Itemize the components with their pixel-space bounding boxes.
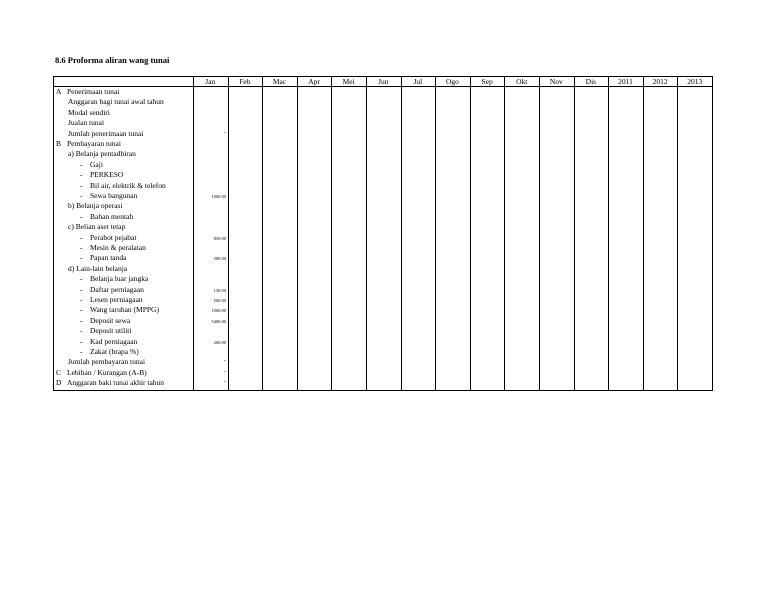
row-label: Mesin & peralatan (90, 243, 146, 252)
section-letter: A (56, 87, 62, 96)
row-label: Deposit utiliti (90, 326, 132, 336)
table-row (54, 357, 194, 367)
column-header: 2011 (618, 77, 633, 86)
table-row (54, 295, 194, 305)
table-row (54, 160, 194, 170)
dash-bullet: - (80, 191, 83, 200)
row-label: Kad perniagaan (90, 336, 138, 346)
table-row (54, 316, 194, 326)
table-row (54, 326, 194, 336)
column-divider (574, 77, 575, 390)
jan-value: 5400.00 (211, 318, 226, 324)
section-letter: B (56, 139, 62, 148)
row-label: Pembayaran tunai (67, 139, 121, 148)
dash-bullet: - (80, 295, 83, 304)
column-divider (504, 77, 505, 390)
table-row (54, 347, 194, 357)
table-row (54, 243, 194, 253)
table-row (54, 264, 194, 274)
cash-flow-table (53, 76, 713, 391)
dash-bullet: - (80, 284, 83, 294)
row-label: Penerimaan tunai (67, 87, 120, 96)
table-row (54, 305, 194, 315)
column-divider (297, 77, 298, 390)
column-header: Apr (308, 77, 320, 86)
table-row (54, 191, 194, 201)
row-label: a) Belanja pentadbiran (68, 149, 136, 159)
table-row (54, 253, 194, 263)
row-label: b) Belanja operasi (68, 201, 123, 211)
jan-value: - (224, 368, 226, 375)
row-label: Gaji (90, 159, 103, 169)
column-header: 2012 (652, 77, 668, 86)
table-row (54, 222, 194, 232)
column-divider (643, 77, 644, 390)
jan-value: - (224, 358, 226, 365)
column-header: Sep (481, 77, 493, 86)
jan-value: 1000.00 (211, 194, 226, 199)
column-header: Jun (378, 77, 389, 86)
table-row (54, 233, 194, 243)
table-row (54, 170, 194, 180)
dash-bullet: - (80, 170, 83, 180)
table-row (54, 139, 194, 149)
column-divider (331, 77, 332, 390)
row-label: Bil air, elektrik & telefon (90, 180, 166, 190)
column-divider (366, 77, 367, 390)
jan-value: 1000.00 (211, 308, 226, 314)
jan-value: - (224, 379, 226, 386)
column-divider (435, 77, 436, 390)
table-row (54, 87, 194, 97)
jan-value: - (224, 129, 226, 136)
column-header: Mei (342, 77, 355, 86)
page-title: 8.6 Proforma aliran wang tunai (55, 55, 170, 65)
column-header: Ogo (446, 77, 459, 86)
dash-bullet: - (80, 326, 83, 336)
column-divider (539, 77, 540, 390)
row-label: Lesen perniagaan (90, 295, 143, 304)
column-divider (677, 77, 678, 390)
row-label: Anggaran baki tunai akhir tahun (67, 378, 165, 388)
table-row (54, 274, 194, 284)
jan-value: 500.00 (213, 256, 226, 262)
column-header: Feb (239, 77, 251, 86)
row-label: Jumlah penerimaan tunai (68, 128, 144, 138)
jan-value: 850.00 (213, 235, 226, 241)
column-header: Dis (585, 77, 597, 86)
column-header: Mac (272, 77, 287, 86)
table-row (54, 97, 194, 107)
dash-bullet: - (80, 274, 83, 284)
row-label: Jumlah pembayaran tunai (68, 357, 146, 367)
section-letter: D (56, 378, 62, 388)
dash-bullet: - (80, 180, 83, 190)
row-label: Zakat (brapa %) (90, 347, 139, 356)
table-row (54, 129, 194, 139)
dash-bullet: - (80, 159, 83, 169)
column-header: 2013 (687, 77, 703, 86)
row-label: Sewa bangunan (90, 191, 138, 200)
dash-bullet: - (80, 347, 83, 356)
table-row (54, 337, 194, 347)
dash-bullet: - (80, 315, 83, 325)
jan-value: 130.00 (213, 287, 226, 293)
row-label: Lebihan / Kurangan (A-B) (67, 367, 147, 377)
dash-bullet: - (80, 253, 83, 263)
row-label: Perabot pejabat (90, 232, 137, 242)
table-row (54, 149, 194, 159)
row-label: Belanja luar jangka (90, 274, 149, 284)
row-label: Daftar perniagaan (90, 284, 144, 294)
column-divider (608, 77, 609, 390)
dash-bullet: - (80, 211, 83, 221)
dash-bullet: - (80, 305, 83, 315)
column-divider (401, 77, 402, 390)
table-row (54, 212, 194, 222)
row-label: Jualan tunai (68, 118, 105, 128)
dash-bullet: - (80, 336, 83, 346)
section-letter: C (56, 367, 62, 377)
row-label: Modal sendiri (68, 107, 110, 117)
jan-value: 200.00 (213, 339, 226, 345)
row-label: Papan tanda (90, 253, 127, 263)
table-row (54, 368, 194, 378)
dash-bullet: - (80, 243, 83, 252)
dash-bullet: - (80, 232, 83, 242)
column-header: Okt (516, 77, 528, 86)
column-header: Nov (549, 77, 563, 86)
table-row (54, 108, 194, 118)
column-divider (262, 77, 263, 390)
table-row (54, 378, 194, 388)
column-header: Jan (205, 77, 216, 86)
row-label: c) Belian aset tetap (68, 222, 126, 232)
row-label: Anggaran bagi tunai awal tahun (68, 97, 164, 107)
table-row (54, 201, 194, 211)
table-row (54, 285, 194, 295)
row-label: PERKESO (90, 170, 124, 180)
jan-value: 500.00 (213, 298, 226, 303)
column-header: Jul (413, 77, 423, 86)
row-label: Deposit sewa (90, 315, 131, 325)
row-label: Wang taruhan (MPPG) (90, 305, 159, 315)
column-divider (470, 77, 471, 390)
table-row (54, 181, 194, 191)
table-row (54, 118, 194, 128)
row-label: Bahan mentah (90, 211, 134, 221)
column-divider (228, 77, 229, 390)
row-label: d) Lain-lain belanja (68, 263, 128, 273)
